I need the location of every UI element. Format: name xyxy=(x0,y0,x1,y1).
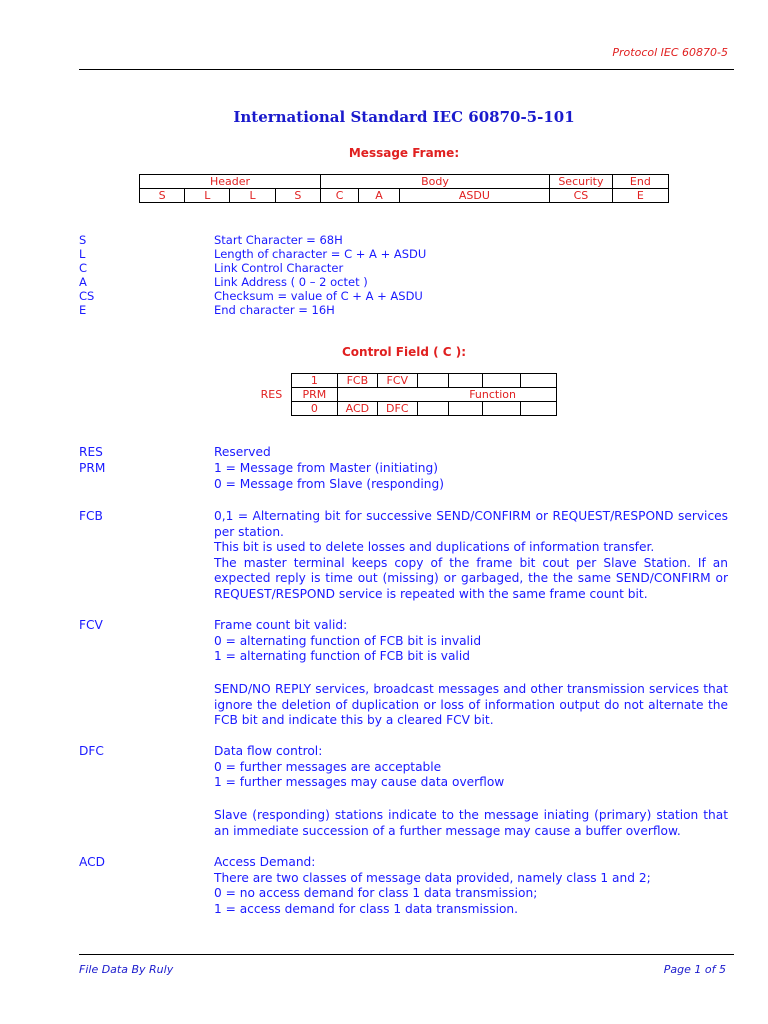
abbrev-key: E xyxy=(79,303,87,317)
cf-function: Function xyxy=(337,388,556,402)
cf-cell: FCV xyxy=(377,374,417,388)
fcv-text xyxy=(214,618,728,665)
frame-group-end: End xyxy=(612,175,668,189)
frame-field: CS xyxy=(550,189,613,203)
abbrev-value: Checksum = value of C + A + ASDU xyxy=(214,289,423,303)
frame-field: L xyxy=(230,189,275,203)
cf-prm: PRM xyxy=(291,388,337,402)
running-header: Protocol IEC 60870-5 xyxy=(612,46,728,59)
fcb-key: FCB xyxy=(79,509,103,523)
prm-line: 1 = Message from Master (initiating) xyxy=(214,461,438,475)
footer-rule xyxy=(79,954,734,955)
frame-field: S xyxy=(140,189,185,203)
page-number: Page 1 of 5 xyxy=(663,963,726,976)
res-key: RES xyxy=(79,445,103,459)
abbrev-value: Link Address ( 0 – 2 octet ) xyxy=(214,275,368,289)
frame-field: ASDU xyxy=(399,189,549,203)
frame-field: L xyxy=(185,189,230,203)
res-text xyxy=(214,445,728,461)
cf-cell xyxy=(521,374,557,388)
dfc-line: Data flow control: xyxy=(214,744,323,758)
dfc-line: 0 = further messages are acceptable xyxy=(214,759,442,774)
frame-field: C xyxy=(320,189,358,203)
res-line: Reserved xyxy=(214,445,271,459)
dfc-key: DFC xyxy=(79,744,104,758)
abbrev-value: Link Control Character xyxy=(214,261,344,275)
page-title: International Standard IEC 60870-5-101 xyxy=(233,108,575,126)
cf-cell xyxy=(521,402,557,416)
fcv-paragraph: SEND/NO REPLY services, broadcast messages and other transmission services that ignore the deletion of duplication or loss of information output do not alternate the FCB bit and indicate this by a cleared FCV bit. xyxy=(214,682,728,728)
fcv-line: 0 = alternating function of FCB bit is invalid xyxy=(214,633,482,648)
acd-line: Access Demand: xyxy=(214,855,316,869)
frame-group-header: Header xyxy=(140,175,321,189)
abbrev-key: L xyxy=(79,247,86,261)
control-field-heading: Control Field ( C ): xyxy=(341,345,467,359)
cf-cell: FCB xyxy=(337,374,377,388)
frame-field: A xyxy=(359,189,399,203)
frame-field: S xyxy=(275,189,320,203)
abbrev-key: C xyxy=(79,261,88,275)
abbrev-value: Length of character = C + A + ASDU xyxy=(214,247,427,261)
cf-cell: DFC xyxy=(377,402,417,416)
fcb-line: 0,1 = Alternating bit for successive SEND/CONFIRM or REQUEST/RESPOND services per station. xyxy=(214,509,728,539)
abbrev-value: Start Character = 68H xyxy=(214,233,343,247)
footer-left: File Data By Ruly xyxy=(79,963,174,976)
fcv-line: 1 = alternating function of FCB bit is valid xyxy=(214,649,470,664)
acd-line: There are two classes of message data provided, namely class 1 and 2; xyxy=(214,870,651,885)
dfc-paragraph: Slave (responding) stations indicate to the message iniating (primary) station that an immediate succession of a further message may cause a buffer overflow. xyxy=(214,808,728,838)
frame-group-body: Body xyxy=(320,175,549,189)
fcb-line: The master terminal keeps copy of the frame bit cout per Slave Station. If an expected reply is time out (missing) or garbaged, the the same SEND/CONFIRM or REQUEST/RESPOND service is repeated with the same frame count bit. xyxy=(214,555,728,601)
abbrev-value: End character = 16H xyxy=(214,303,335,317)
acd-line: 1 = access demand for class 1 data transmission. xyxy=(214,901,519,916)
cf-cell xyxy=(483,402,521,416)
cf-cell xyxy=(417,374,449,388)
message-frame-table xyxy=(139,174,669,203)
dfc-line: 1 = further messages may cause data overflow xyxy=(214,775,505,790)
header-rule xyxy=(79,69,734,70)
prm-text xyxy=(214,461,728,492)
frame-field: E xyxy=(612,189,668,203)
dfc-text xyxy=(214,744,728,791)
acd-text xyxy=(214,855,728,917)
message-frame-heading: Message Frame: xyxy=(348,146,460,160)
cf-cell: ACD xyxy=(337,402,377,416)
cf-res: RES xyxy=(252,374,291,416)
abbrev-key: A xyxy=(79,275,87,289)
cf-cell xyxy=(449,374,483,388)
fcv-line: Frame count bit valid: xyxy=(214,618,348,632)
fcb-line: This bit is used to delete losses and duplications of information transfer. xyxy=(214,540,655,555)
control-field-table xyxy=(252,373,557,416)
cf-cell xyxy=(483,374,521,388)
frame-group-security: Security xyxy=(550,175,613,189)
cf-cell xyxy=(449,402,483,416)
acd-key: ACD xyxy=(79,855,106,869)
cf-cell: 1 xyxy=(291,374,337,388)
abbrev-key: CS xyxy=(79,289,95,303)
abbrev-key: S xyxy=(79,233,87,247)
acd-line: 0 = no access demand for class 1 data transmission; xyxy=(214,886,538,901)
fcb-text xyxy=(214,509,728,603)
cf-cell xyxy=(417,402,449,416)
abbreviation-list xyxy=(79,233,679,323)
prm-line: 0 = Message from Slave (responding) xyxy=(214,476,445,491)
prm-key: PRM xyxy=(79,461,106,475)
cf-cell: 0 xyxy=(291,402,337,416)
fcv-key: FCV xyxy=(79,618,103,632)
